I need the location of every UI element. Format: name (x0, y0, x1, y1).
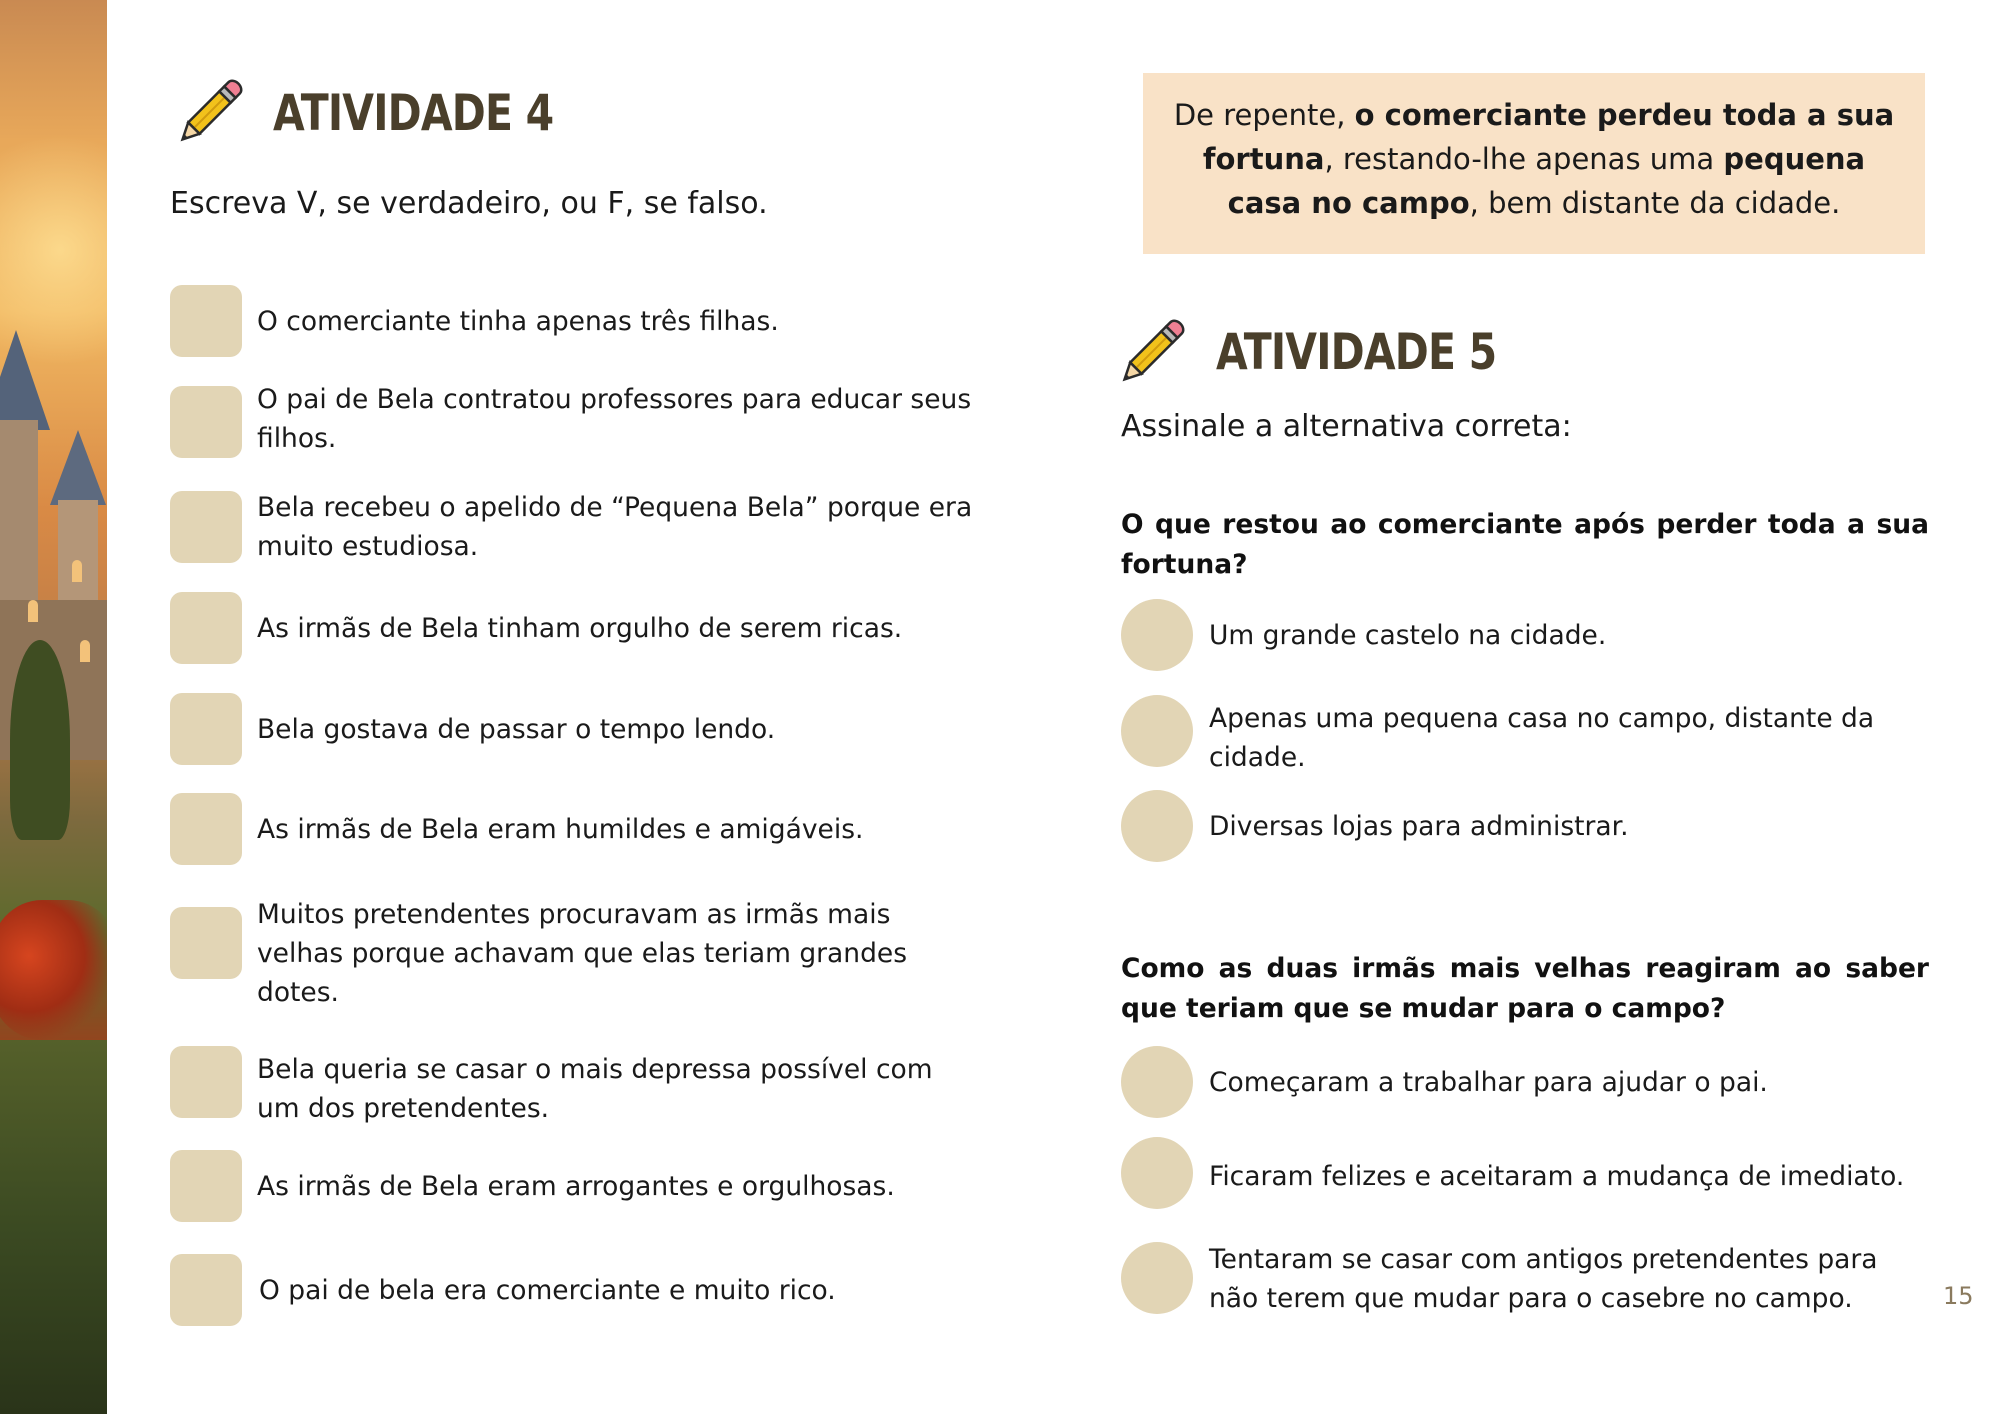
excerpt-bold-text: o comerciante perdeu toda a sua fortuna (1202, 98, 1895, 176)
option-radio[interactable] (1121, 1137, 1193, 1209)
excerpt-bold-text: pequena casa no campo (1227, 142, 1866, 220)
option-text: Ficaram felizes e aceitaram a mudança de imediato. (1209, 1161, 1905, 1192)
statement-text: As irmãs de Bela eram humildes e amigáveis. (257, 814, 864, 845)
statement-text: Bela gostava de passar o tempo lendo. (257, 714, 776, 745)
option-text: Começaram a trabalhar para ajudar o pai. (1209, 1067, 1768, 1098)
statement-text: Muitos pretendentes procuravam as irmãs mais velhas porque achavam que elas teriam grandes dotes. (257, 899, 908, 1008)
activity-5-instruction: Assinale a alternativa correta: (1121, 409, 1572, 444)
option-radio[interactable] (1121, 790, 1193, 862)
statement-text: As irmãs de Bela tinham orgulho de serem ricas. (257, 613, 903, 644)
castle-illustration-strip (0, 0, 107, 1414)
true-false-box[interactable] (170, 285, 242, 357)
true-false-box[interactable] (170, 1046, 242, 1118)
option-text: Diversas lojas para administrar. (1209, 811, 1629, 842)
page-number: 15 (1943, 1282, 1974, 1310)
true-false-box[interactable] (170, 592, 242, 664)
option-text: Um grande castelo na cidade. (1209, 620, 1607, 651)
statement-text: Bela queria se casar o mais depressa possível com um dos pretendentes. (257, 1054, 933, 1124)
excerpt-text: De repente, (1173, 98, 1355, 132)
option-text: Apenas uma pequena casa no campo, distante da cidade. (1209, 703, 1875, 773)
story-excerpt-box (1143, 73, 1925, 254)
activity-4-title: ATIVIDADE 4 (273, 84, 554, 142)
true-false-box[interactable] (170, 793, 242, 865)
option-text: Tentaram se casar com antigos pretendentes para não terem que mudar para o casebre no campo. (1209, 1244, 1878, 1314)
excerpt-text: , bem distante da cidade. (1469, 186, 1841, 220)
statement-text: Bela recebeu o apelido de “Pequena Bela” porque era muito estudiosa. (257, 492, 973, 562)
option-radio[interactable] (1121, 695, 1193, 767)
question-2-text: Como as duas irmãs mais velhas reagiram ao saber que teriam que se mudar para o campo? (1121, 953, 1929, 1024)
true-false-box[interactable] (170, 386, 242, 458)
true-false-box[interactable] (170, 491, 242, 563)
activity-5-title: ATIVIDADE 5 (1216, 323, 1497, 381)
true-false-box[interactable] (170, 1254, 242, 1326)
pencil-icon (166, 72, 250, 156)
question-1-text: O que restou ao comerciante após perder toda a sua fortuna? (1121, 509, 1929, 580)
excerpt-text: , restando-lhe apenas uma (1324, 142, 1724, 176)
pencil-icon (1108, 312, 1192, 396)
statement-text: As irmãs de Bela eram arrogantes e orgulhosas. (257, 1171, 895, 1202)
option-radio[interactable] (1121, 1242, 1193, 1314)
true-false-box[interactable] (170, 1150, 242, 1222)
statement-text: O pai de bela era comerciante e muito rico. (259, 1275, 836, 1306)
option-radio[interactable] (1121, 1046, 1193, 1118)
activity-4-instruction: Escreva V, se verdadeiro, ou F, se falso. (170, 186, 768, 221)
true-false-box[interactable] (170, 693, 242, 765)
option-radio[interactable] (1121, 599, 1193, 671)
true-false-box[interactable] (170, 907, 242, 979)
statement-text: O comerciante tinha apenas três filhas. (257, 306, 779, 337)
statement-text: O pai de Bela contratou professores para educar seus filhos. (257, 384, 972, 454)
